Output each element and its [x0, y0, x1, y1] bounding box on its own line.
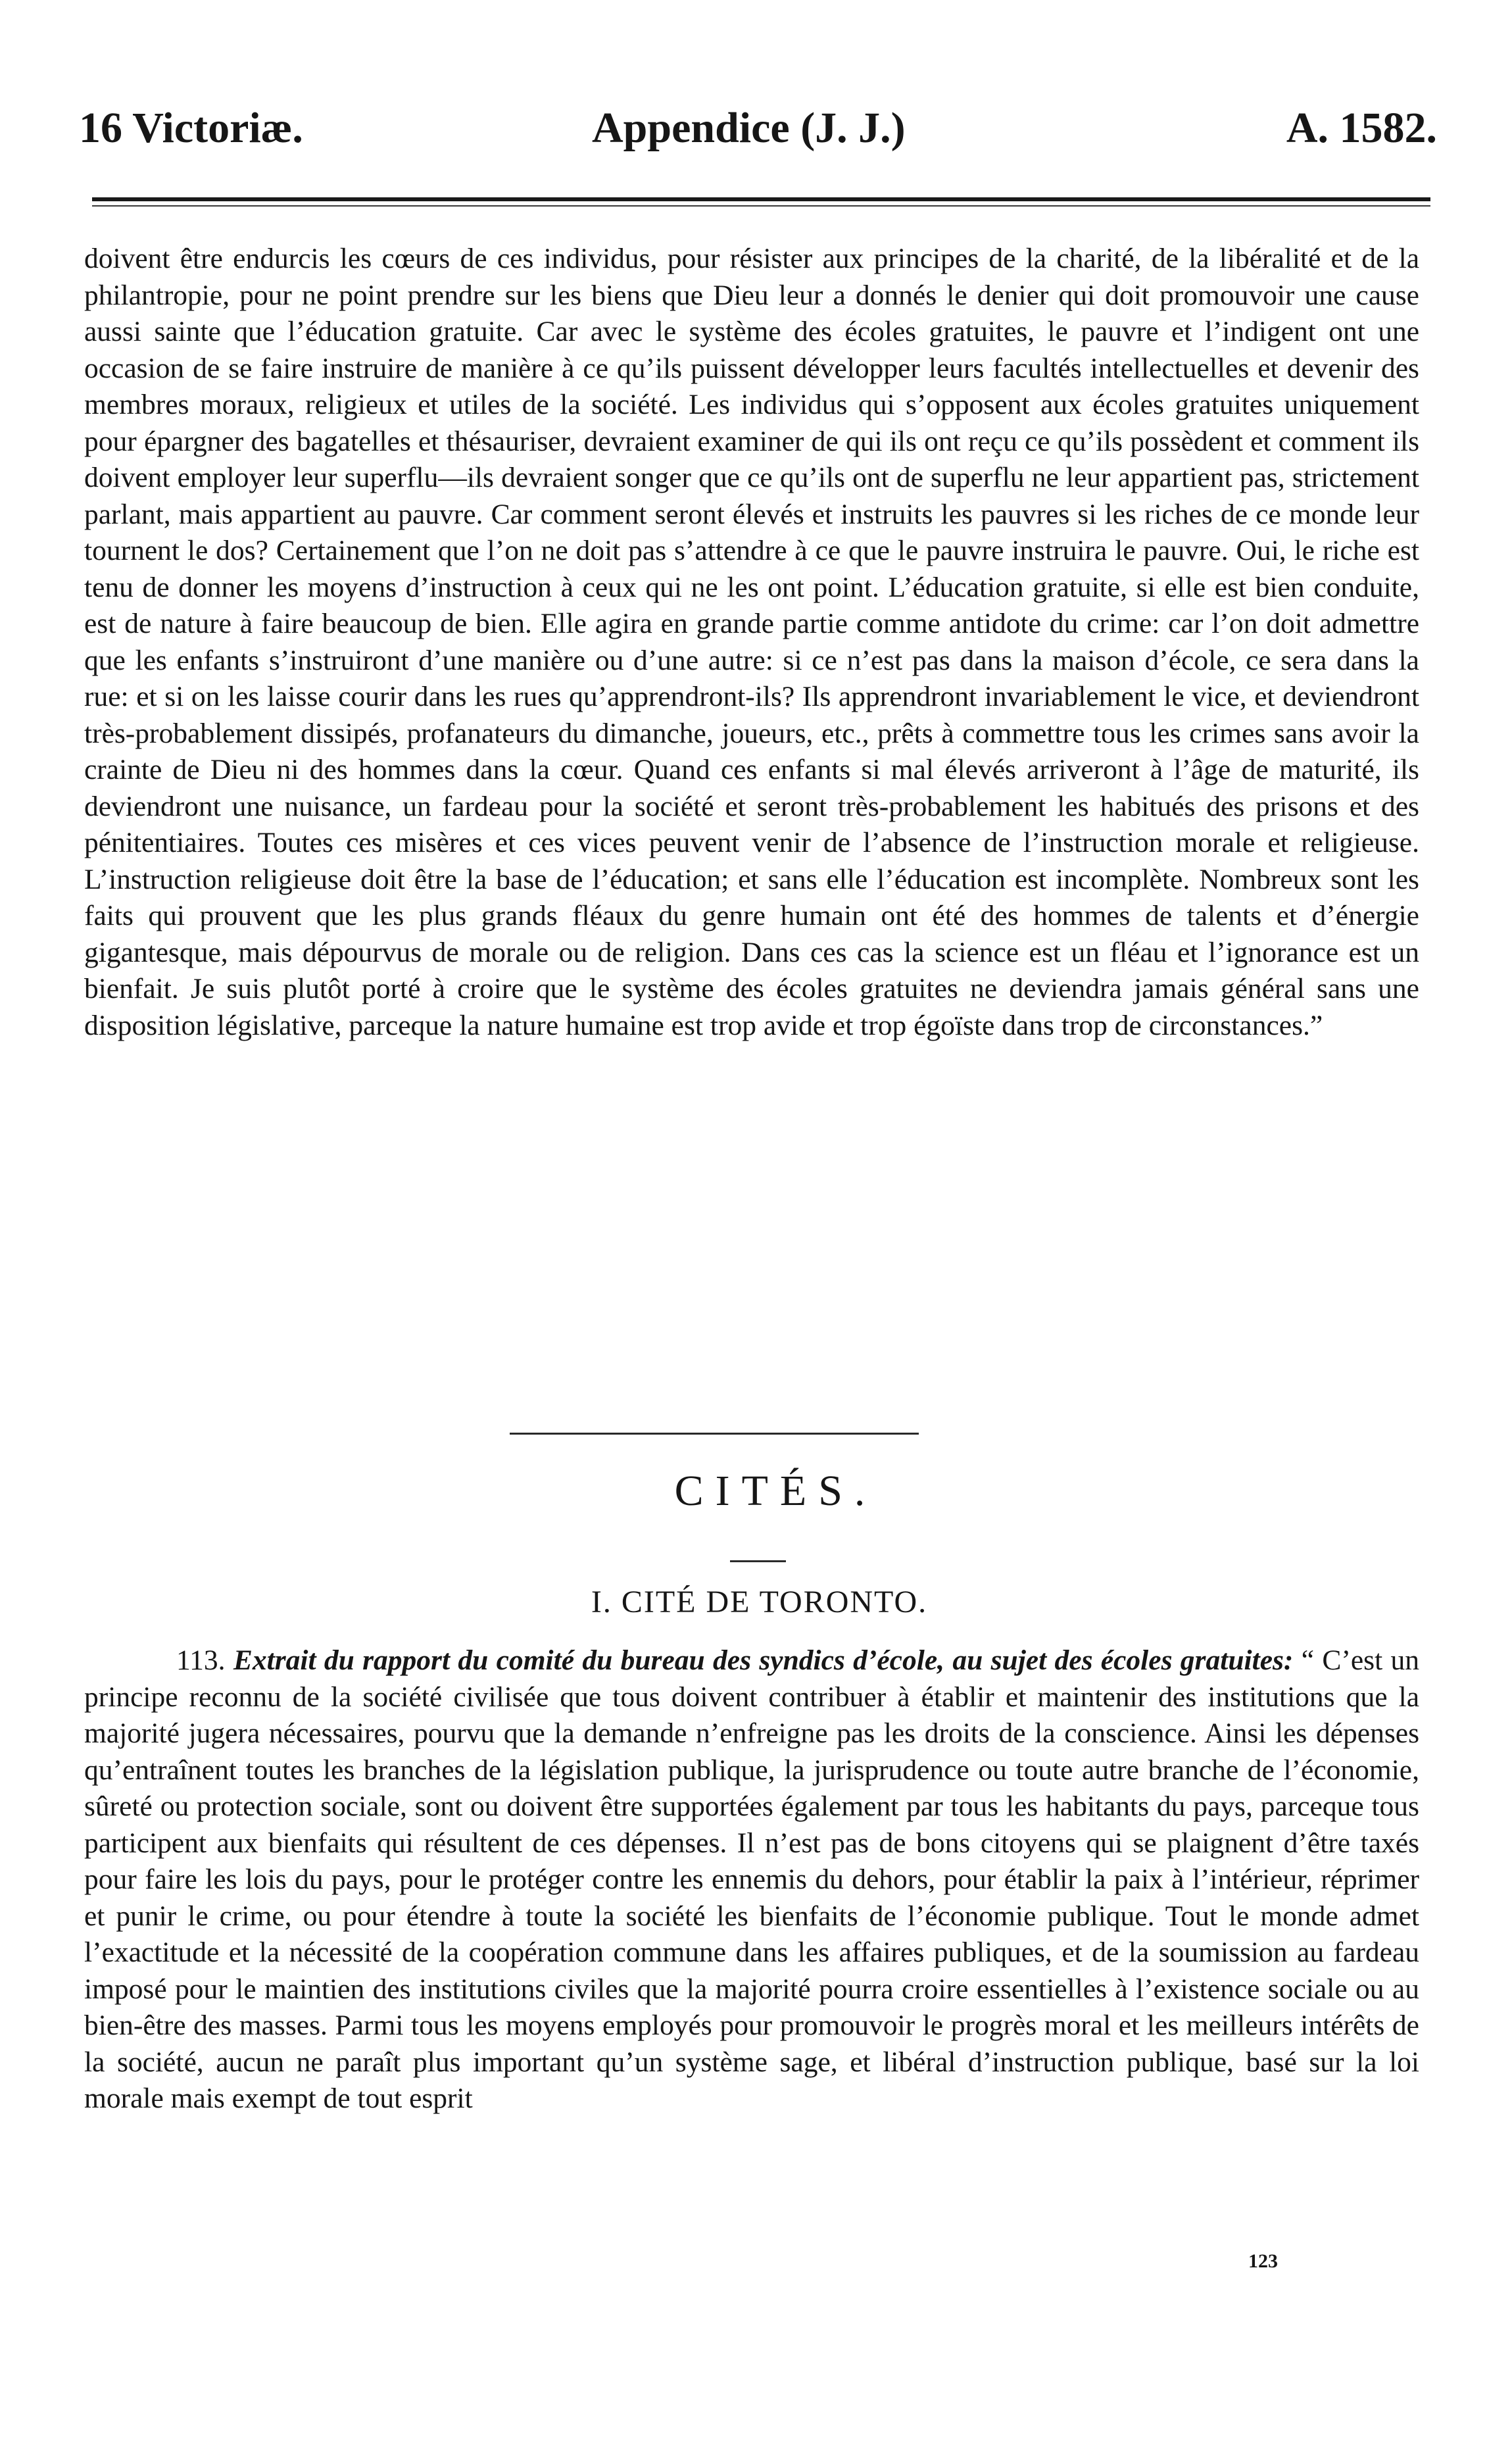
header-rule-thin: [92, 205, 1430, 207]
section-title: CITÉS.: [674, 1467, 877, 1515]
paragraph-text: “ C’est un principe reconnu de la société civilisée que tous doivent contribuer à établir et maintenir des institutions que la majorité jugera nécessaires, pourvu que la demande n’enfreigne pas les droits de la conscience. Ainsi les dépenses qu’entraînent toutes les branches de la législation publique, la jurisprudence ou toute autre branche de l’économie, sûreté ou protection sociale, sont ou doivent être supportées également par tous les habitants du pays, parceque tous participent aux bienfaits qui résultent de ces dépenses. Il n’est pas de bons citoyens qui se plaignent d’être taxés pour faire les lois du pays, pour le protéger contre les ennemis du dehors, pour établir la paix à l’intérieur, réprimer et punir le crime, ou pour étendre à toute la société les bienfaits de l’économie publique. Tout le monde admet l’exactitude et la nécessité de la coopération commune dans les affaires publiques, et de la soumission au fardeau imposé pour le maintien des institutions civiles que la majorité pourra croire essentielles à l’existence sociale ou au bien-être des masses. Parmi tous les moyens employés pour promouvoir le progrès moral et les meilleurs intérêts de la société, aucun ne paraît plus important qu’un système sage, et libéral d’instruction publique, basé sur la loi morale mais exempt de tout esprit: [84, 1644, 1420, 2114]
body-paragraph-continued: doivent être endurcis les cœurs de ces individus, pour résister aux principes de la charité, de la libéralité et de la philantropie, pour ne point prendre sur les biens que Dieu leur a donnés le denier qui doit promouvoir une cause aussi sainte que l’éducation gratuite. Car avec le système des écoles gratuites, le pauvre et l’indigent ont une occasion de se faire instruire de manière à ce qu’ils puissent développer leurs facultés intellectuelles et devenir des membres moraux, religieux et utiles de la société. Les individus qui s’opposent aux écoles gratuites uniquement pour épargner des bagatelles et thésauriser, devraient examiner de qui ils ont reçu ce qu’ils possèdent et comment ils doivent employer leur superflu—ils devraient songer que ce qu’ils ont de superflu ne leur appartient pas, strictement parlant, mais appartient au pauvre. Car comment seront élevés et instruits les pauvres si les riches de ce monde leur tournent le dos? Certainement que l’on ne doit pas s’attendre à ce que le pauvre instruira le pauvre. Oui, le riche est tenu de donner les moyens d’instruction à ceux qui ne les ont point. L’éducation gratuite, si elle est bien conduite, est de nature à faire beaucoup de bien. Elle agira en grande partie comme antidote du crime: car l’on doit admettre que les enfants s’instruiront d’une manière ou d’une autre: si ce n’est pas dans la maison d’école, ce sera dans la rue: et si on les laisse courir dans les rues qu’apprendront-ils? Ils apprendront invariablement le vice, et deviendront très-probablement dissipés, profanateurs du dimanche, joueurs, etc., prêts à commettre tous les crimes sans avoir la crainte de Dieu ni des hommes dans la cœur. Quand ces enfants si mal élevés arriveront à l’âge de maturité, ils deviendront une nuisance, un fardeau pour la société et seront très-probablement les habitués des prisons et des pénitentiaires. Toutes ces misères et ces vices peuvent venir de l’absence de l’instruction morale et religieuse. L’instruction religieuse doit être la base de l’éducation; et sans elle l’éducation est incomplète. Nombreux sont les faits qui prouvent que les plus grands fléaux du genre humain ont été des hommes de talents et d’énergie gigantesque, mais dépourvus de morale ou de religion. Dans ces cas la science est un fléau et l’ignorance est un bienfait. Je suis plutôt porté à croire que le système des écoles gratuites ne deviendra jamais général sans une disposition législative, parceque la nature humaine est trop avide et trop égoïste dans trop de circonstances.”: [84, 243, 1419, 1041]
section-separator-rule: [510, 1433, 919, 1435]
running-header: [79, 99, 1437, 158]
paragraph-heading: Extrait du rapport du comité du bureau des syndics d’école, au sujet des écoles gratuites:: [233, 1644, 1294, 1676]
body-paragraph-113: [84, 1642, 1419, 2117]
header-document-number: A. 1582.: [1286, 104, 1437, 152]
paragraph-number: 113.: [176, 1644, 226, 1676]
header-rule-thick: [92, 197, 1430, 201]
section-short-rule: [730, 1560, 786, 1562]
page-number: 123: [1248, 2250, 1278, 2272]
subsection-title: I. CITÉ DE TORONTO.: [591, 1585, 928, 1619]
header-session: 16 Victoriæ.: [79, 104, 303, 152]
header-appendix: Appendice (J. J.): [592, 104, 906, 152]
